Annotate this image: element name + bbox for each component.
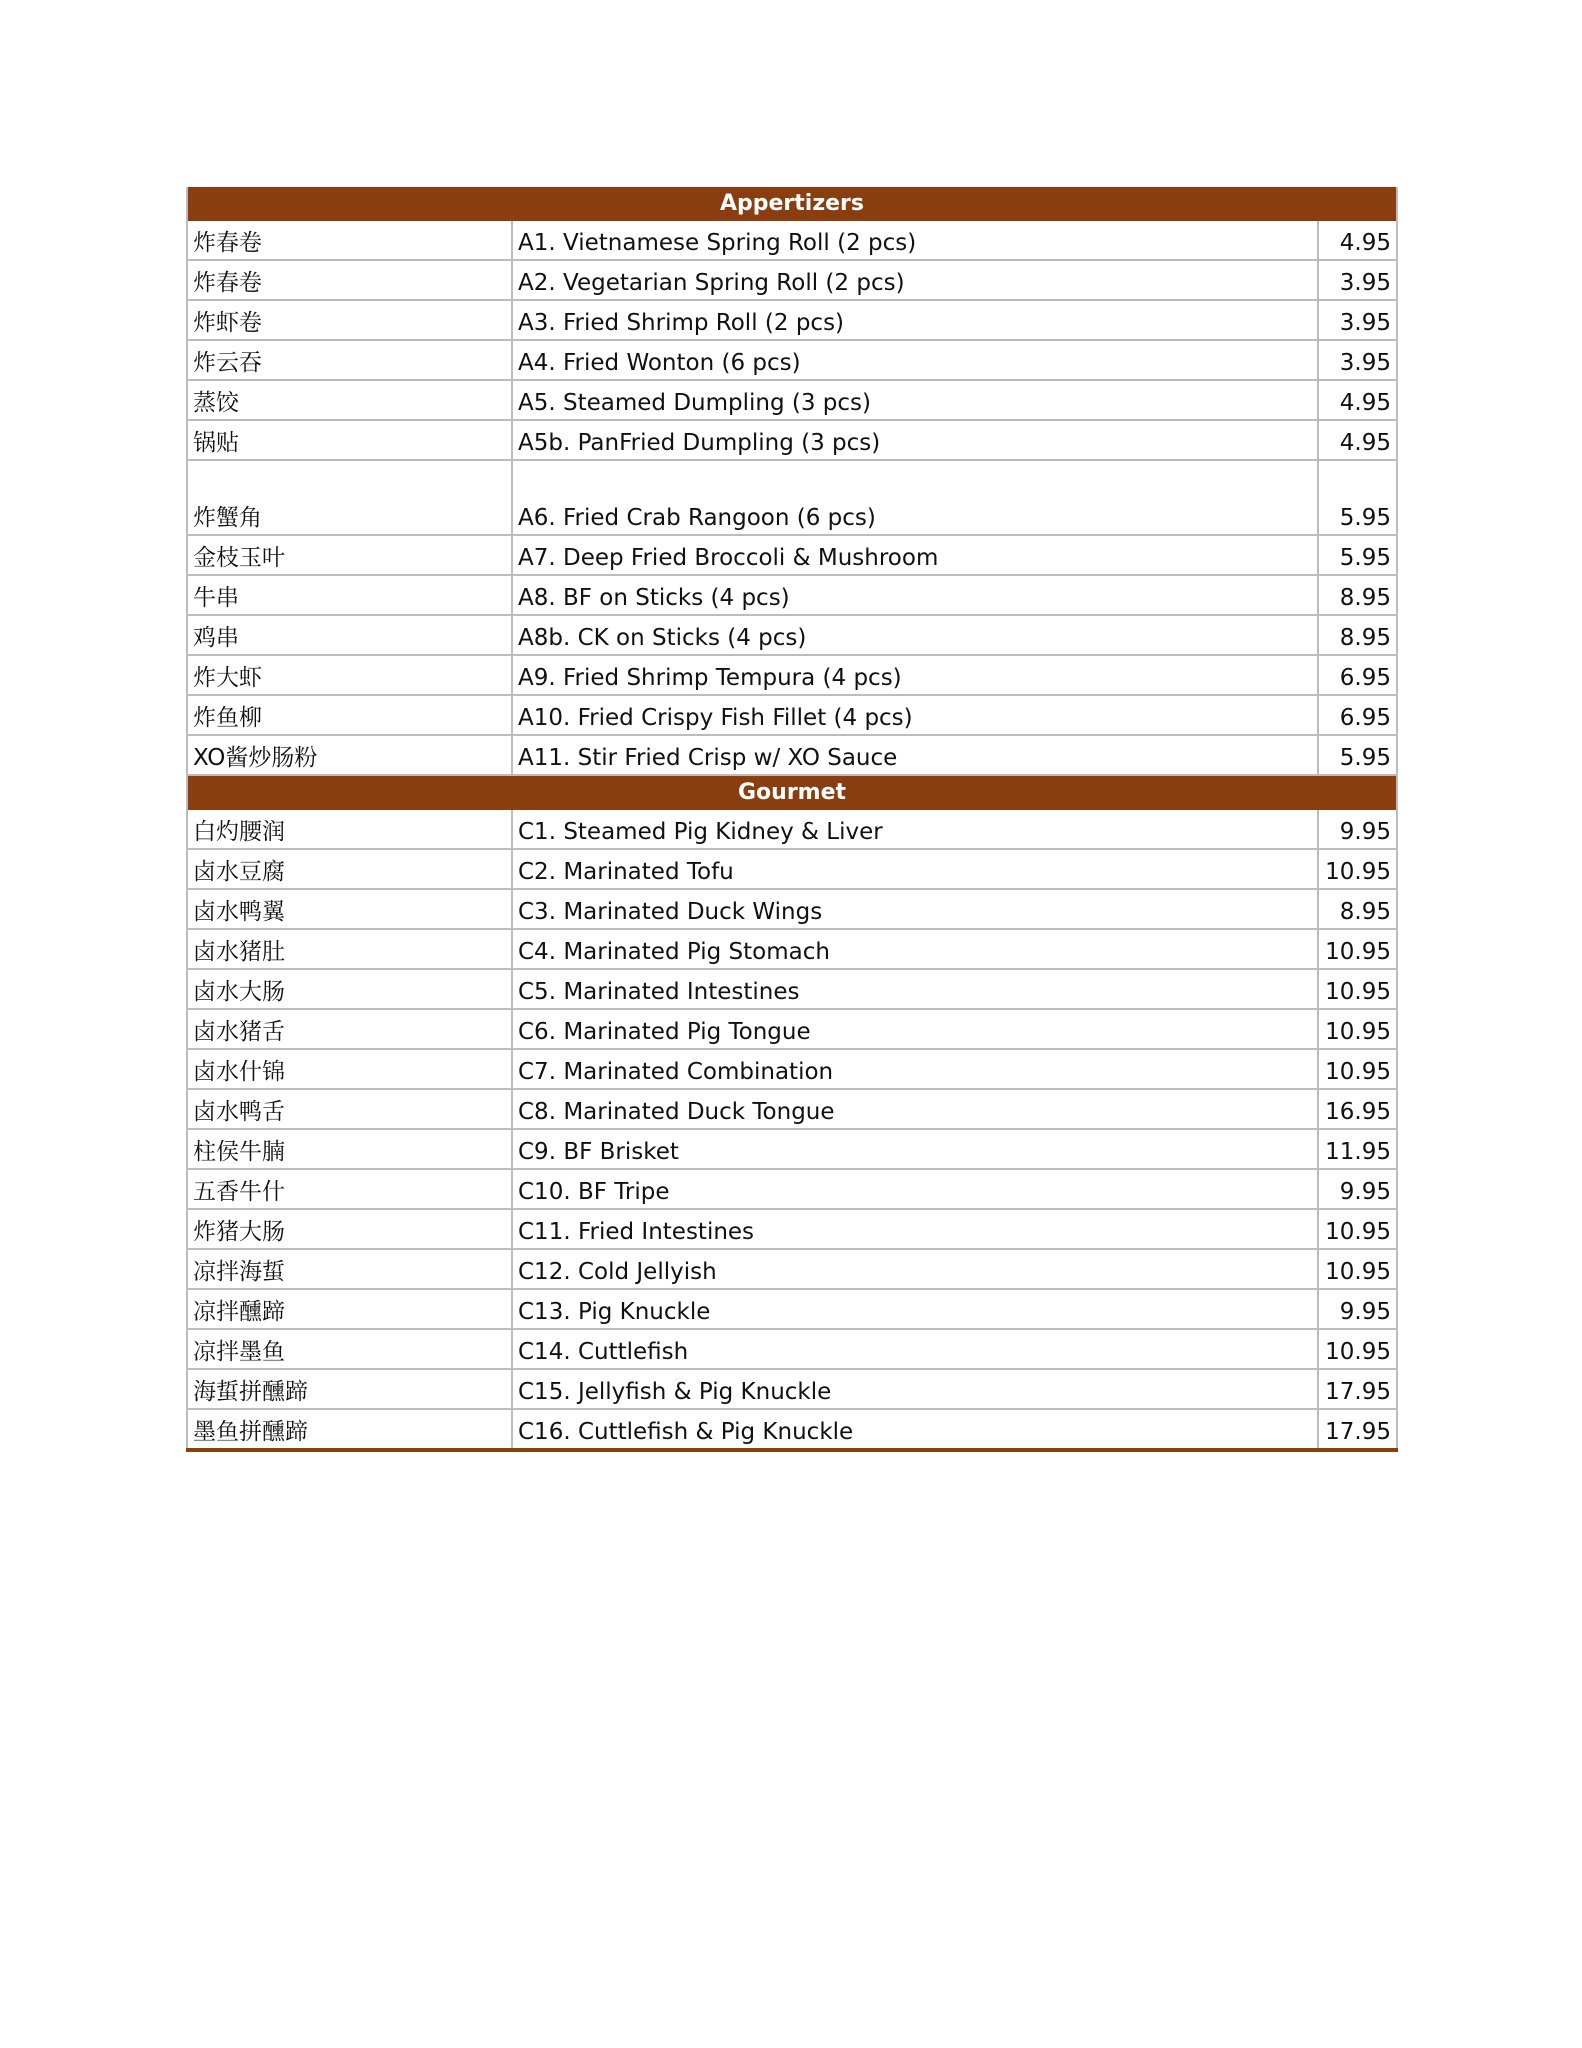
menu-table [186,187,1398,1452]
item-english-name: A11. Stir Fried Crisp w/ XO Sauce [512,735,1318,775]
menu-item-row [187,300,1397,340]
menu-item-row [187,735,1397,775]
item-chinese-name: 卤水豆腐 [187,849,512,889]
menu-item-row [187,1209,1397,1249]
item-price: 10.95 [1318,849,1397,889]
section-header-1 [187,775,1397,810]
item-price: 8.95 [1318,889,1397,929]
item-price: 6.95 [1318,695,1397,735]
item-english-name: C6. Marinated Pig Tongue [512,1009,1318,1049]
menu-item-row [187,929,1397,969]
item-english-name: A5. Steamed Dumpling (3 pcs) [512,380,1318,420]
item-price: 10.95 [1318,969,1397,1009]
item-chinese-name: 墨鱼拼醺蹄 [187,1409,512,1450]
menu-item-row [187,1329,1397,1369]
menu-item-row [187,1409,1397,1450]
item-chinese-name: 鸡串 [187,615,512,655]
menu-item-row [187,615,1397,655]
item-english-name: A8. BF on Sticks (4 pcs) [512,575,1318,615]
item-price: 5.95 [1318,535,1397,575]
item-chinese-name: 炸大虾 [187,655,512,695]
item-chinese-name: 卤水鸭翼 [187,889,512,929]
item-english-name: C13. Pig Knuckle [512,1289,1318,1329]
item-chinese-name: 卤水猪肚 [187,929,512,969]
item-chinese-name: 炸春卷 [187,260,512,300]
menu-item-row [187,849,1397,889]
item-english-name: A4. Fried Wonton (6 pcs) [512,340,1318,380]
item-english-name: C14. Cuttlefish [512,1329,1318,1369]
section-title: Gourmet [187,775,1397,810]
item-chinese-name: 凉拌墨鱼 [187,1329,512,1369]
item-english-name: C3. Marinated Duck Wings [512,889,1318,929]
item-english-name: A3. Fried Shrimp Roll (2 pcs) [512,300,1318,340]
item-price: 4.95 [1318,380,1397,420]
menu-sheet [186,187,1396,1452]
item-price: 4.95 [1318,420,1397,460]
item-english-name: A8b. CK on Sticks (4 pcs) [512,615,1318,655]
item-english-name: C7. Marinated Combination [512,1049,1318,1089]
section-title: Appertizers [187,187,1397,221]
menu-item-row [187,655,1397,695]
menu-item-row [187,575,1397,615]
item-chinese-name: 五香牛什 [187,1169,512,1209]
item-price: 11.95 [1318,1129,1397,1169]
item-chinese-name: 牛串 [187,575,512,615]
item-english-name: C1. Steamed Pig Kidney & Liver [512,810,1318,849]
item-chinese-name: 卤水猪舌 [187,1009,512,1049]
item-price: 10.95 [1318,1049,1397,1089]
item-english-name: C15. Jellyfish & Pig Knuckle [512,1369,1318,1409]
item-price: 5.95 [1318,460,1397,535]
item-chinese-name: 锅贴 [187,420,512,460]
item-chinese-name: XO酱炒肠粉 [187,735,512,775]
menu-item-row [187,695,1397,735]
item-english-name: C8. Marinated Duck Tongue [512,1089,1318,1129]
menu-item-row [187,1169,1397,1209]
item-price: 3.95 [1318,340,1397,380]
item-english-name: A5b. PanFried Dumpling (3 pcs) [512,420,1318,460]
item-price: 16.95 [1318,1089,1397,1129]
menu-item-row [187,380,1397,420]
item-price: 9.95 [1318,1169,1397,1209]
item-english-name: C9. BF Brisket [512,1129,1318,1169]
menu-item-row [187,1289,1397,1329]
menu-item-row [187,810,1397,849]
item-chinese-name: 卤水大肠 [187,969,512,1009]
menu-item-row [187,889,1397,929]
menu-item-row [187,535,1397,575]
item-chinese-name: 海蜇拼醺蹄 [187,1369,512,1409]
item-english-name: A9. Fried Shrimp Tempura (4 pcs) [512,655,1318,695]
item-price: 10.95 [1318,1009,1397,1049]
menu-item-row [187,1089,1397,1129]
item-chinese-name: 柱侯牛腩 [187,1129,512,1169]
item-price: 9.95 [1318,810,1397,849]
item-price: 17.95 [1318,1409,1397,1450]
item-english-name: C10. BF Tripe [512,1169,1318,1209]
item-chinese-name: 炸蟹角 [187,460,512,535]
item-chinese-name: 炸云吞 [187,340,512,380]
item-english-name: C2. Marinated Tofu [512,849,1318,889]
item-chinese-name: 炸猪大肠 [187,1209,512,1249]
item-price: 10.95 [1318,1209,1397,1249]
item-english-name: A2. Vegetarian Spring Roll (2 pcs) [512,260,1318,300]
item-chinese-name: 凉拌醺蹄 [187,1289,512,1329]
item-price: 3.95 [1318,300,1397,340]
item-price: 17.95 [1318,1369,1397,1409]
item-english-name: A10. Fried Crispy Fish Fillet (4 pcs) [512,695,1318,735]
item-price: 6.95 [1318,655,1397,695]
menu-item-row [187,1129,1397,1169]
item-chinese-name: 炸春卷 [187,221,512,260]
item-chinese-name: 凉拌海蜇 [187,1249,512,1289]
item-chinese-name: 卤水鸭舌 [187,1089,512,1129]
item-english-name: A6. Fried Crab Rangoon (6 pcs) [512,460,1318,535]
item-chinese-name: 炸鱼柳 [187,695,512,735]
menu-item-row [187,1009,1397,1049]
menu-table-body [187,187,1397,1450]
item-chinese-name: 蒸饺 [187,380,512,420]
item-english-name: A1. Vietnamese Spring Roll (2 pcs) [512,221,1318,260]
item-price: 4.95 [1318,221,1397,260]
menu-item-row [187,221,1397,260]
menu-item-row [187,1369,1397,1409]
menu-item-row [187,969,1397,1009]
menu-item-row [187,340,1397,380]
item-english-name: A7. Deep Fried Broccoli & Mushroom [512,535,1318,575]
item-price: 10.95 [1318,1329,1397,1369]
menu-item-row [187,1249,1397,1289]
item-chinese-name: 金枝玉叶 [187,535,512,575]
item-chinese-name: 白灼腰润 [187,810,512,849]
item-price: 10.95 [1318,1249,1397,1289]
menu-item-row [187,420,1397,460]
section-header-0 [187,187,1397,221]
item-english-name: C4. Marinated Pig Stomach [512,929,1318,969]
item-price: 3.95 [1318,260,1397,300]
item-price: 9.95 [1318,1289,1397,1329]
menu-item-row [187,1049,1397,1089]
item-english-name: C11. Fried Intestines [512,1209,1318,1249]
menu-item-row [187,460,1397,535]
item-chinese-name: 炸虾卷 [187,300,512,340]
item-price: 10.95 [1318,929,1397,969]
item-english-name: C12. Cold Jellyish [512,1249,1318,1289]
item-english-name: C5. Marinated Intestines [512,969,1318,1009]
item-chinese-name: 卤水什锦 [187,1049,512,1089]
item-price: 8.95 [1318,615,1397,655]
item-price: 8.95 [1318,575,1397,615]
menu-item-row [187,260,1397,300]
item-price: 5.95 [1318,735,1397,775]
item-english-name: C16. Cuttlefish & Pig Knuckle [512,1409,1318,1450]
